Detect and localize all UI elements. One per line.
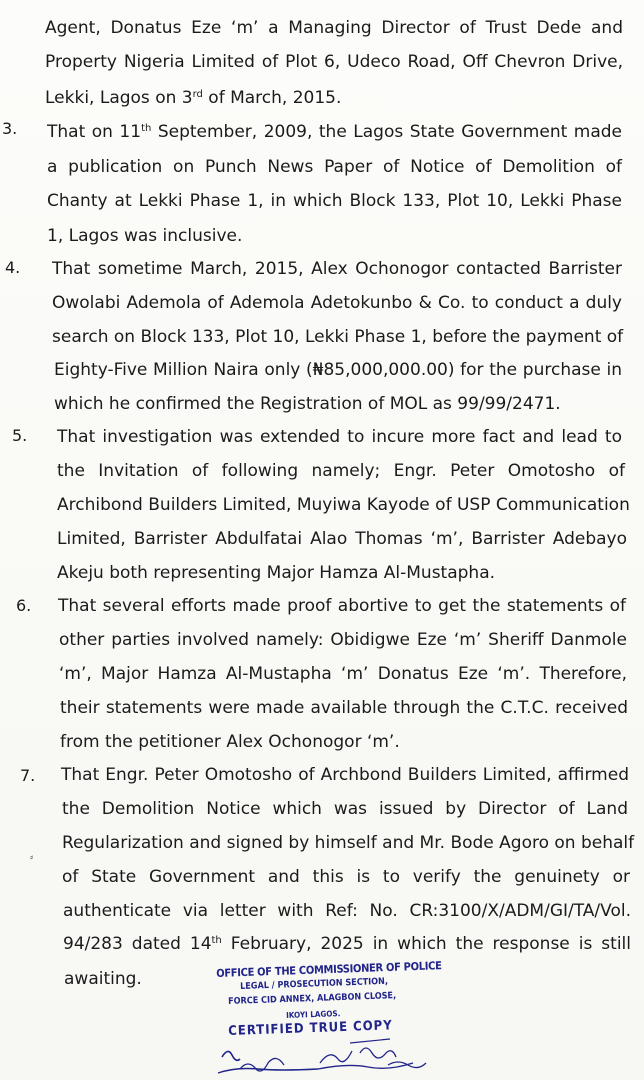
paragraph-line: That several efforts made proof abortive to get the statements of	[58, 596, 626, 616]
certification-stamp	[210, 959, 442, 1080]
paragraph-line: Owolabi Ademola of Ademola Adetokunbo & Co. to conduct a duly	[52, 293, 622, 313]
paragraph-line: Regularization and signed by himself and Mr. Bode Agoro on behalf	[62, 833, 635, 853]
paragraph-line: That investigation was extended to incure more fact and lead to	[57, 427, 622, 447]
paragraph-line: search on Block 133, Plot 10, Lekki Phase 1, before the payment of	[52, 327, 624, 347]
paragraph-line: which he confirmed the Registration of MOL as 99/99/2471.	[54, 394, 561, 414]
paragraph-line: That sometime March, 2015, Alex Ochonogor contacted Barrister	[52, 259, 622, 279]
paragraph-line: Limited, Barrister Abdulfatai Alao Thomas ‘m’, Barrister Adebayo	[57, 529, 627, 549]
paragraph-line: the Demolition Notice which was issued by Director of Land	[62, 799, 628, 819]
paragraph-line: Eighty-Five Million Naira only (₦85,000,000.00) for the purchase in	[54, 360, 622, 380]
stamp-address-line: FORCE CID ANNEX, ALAGBON CLOSE,	[228, 991, 397, 1007]
margin-mark: ⸗	[30, 852, 34, 863]
paragraph-line: from the petitioner Alex Ochonogor ‘m’.	[60, 732, 400, 752]
paragraph-number: 4.	[5, 258, 21, 277]
paragraph-line: Akeju both representing Major Hamza Al-Mustapha.	[57, 563, 496, 583]
paragraph-number: 7.	[20, 766, 36, 785]
paragraph-line: 94/283 dated 14th February, 2025 in which the response is still	[63, 934, 631, 954]
paragraph-line: a publication on Punch News Paper of Notice of Demolition of	[47, 157, 622, 177]
stamp-section-line: LEGAL / PROSECUTION SECTION,	[240, 976, 389, 992]
paragraph-line: the Invitation of following namely; Engr. Peter Omotosho of	[57, 461, 625, 481]
stamp-office-line: OFFICE OF THE COMMISSIONER OF POLICE	[216, 959, 442, 980]
paragraph-line: their statements were made available through the C.T.C. received	[60, 698, 628, 718]
paragraph-line: 1, Lagos was inclusive.	[47, 226, 243, 246]
intro-line-3: Lekki, Lagos on 3rd of March, 2015.	[45, 88, 342, 108]
stamp-city-line: IKOYI LAGOS.	[286, 1009, 341, 1020]
signature-scribble-icon	[210, 1033, 440, 1078]
paragraph-line: Archibond Builders Limited, Muyiwa Kayode of USP Communication	[57, 495, 630, 515]
paragraph-line: That Engr. Peter Omotosho of Archbond Builders Limited, affirmed	[61, 765, 629, 785]
paragraph-number: 3.	[2, 119, 18, 138]
paragraph-line: other parties involved namely: Obidigwe Eze ‘m’ Sheriff Danmole	[59, 630, 627, 650]
paragraph-line: ‘m’, Major Hamza Al-Mustapha ‘m’ Donatus Eze ‘m’. Therefore,	[59, 664, 627, 684]
paragraph-line: That on 11th September, 2009, the Lagos State Government made	[47, 122, 622, 142]
paragraph-number: 6.	[16, 596, 32, 615]
paragraph-number: 5.	[12, 426, 28, 445]
paragraph-line: awaiting.	[64, 969, 142, 989]
paragraph-line: of State Government and this is to verify the genuinety or	[62, 867, 630, 887]
stamp-certified-line: CERTIFIED TRUE COPY	[228, 1018, 393, 1039]
intro-line-2: Property Nigeria Limited of Plot 6, Udeco Road, Off Chevron Drive,	[45, 52, 623, 72]
paragraph-line: Chanty at Lekki Phase 1, in which Block 133, Plot 10, Lekki Phase	[47, 191, 622, 211]
paragraph-line: authenticate via letter with Ref: No. CR:3100/X/ADM/GI/TA/Vol.	[63, 901, 631, 921]
intro-line-1: Agent, Donatus Eze ‘m’ a Managing Director of Trust Dede and	[45, 18, 623, 38]
